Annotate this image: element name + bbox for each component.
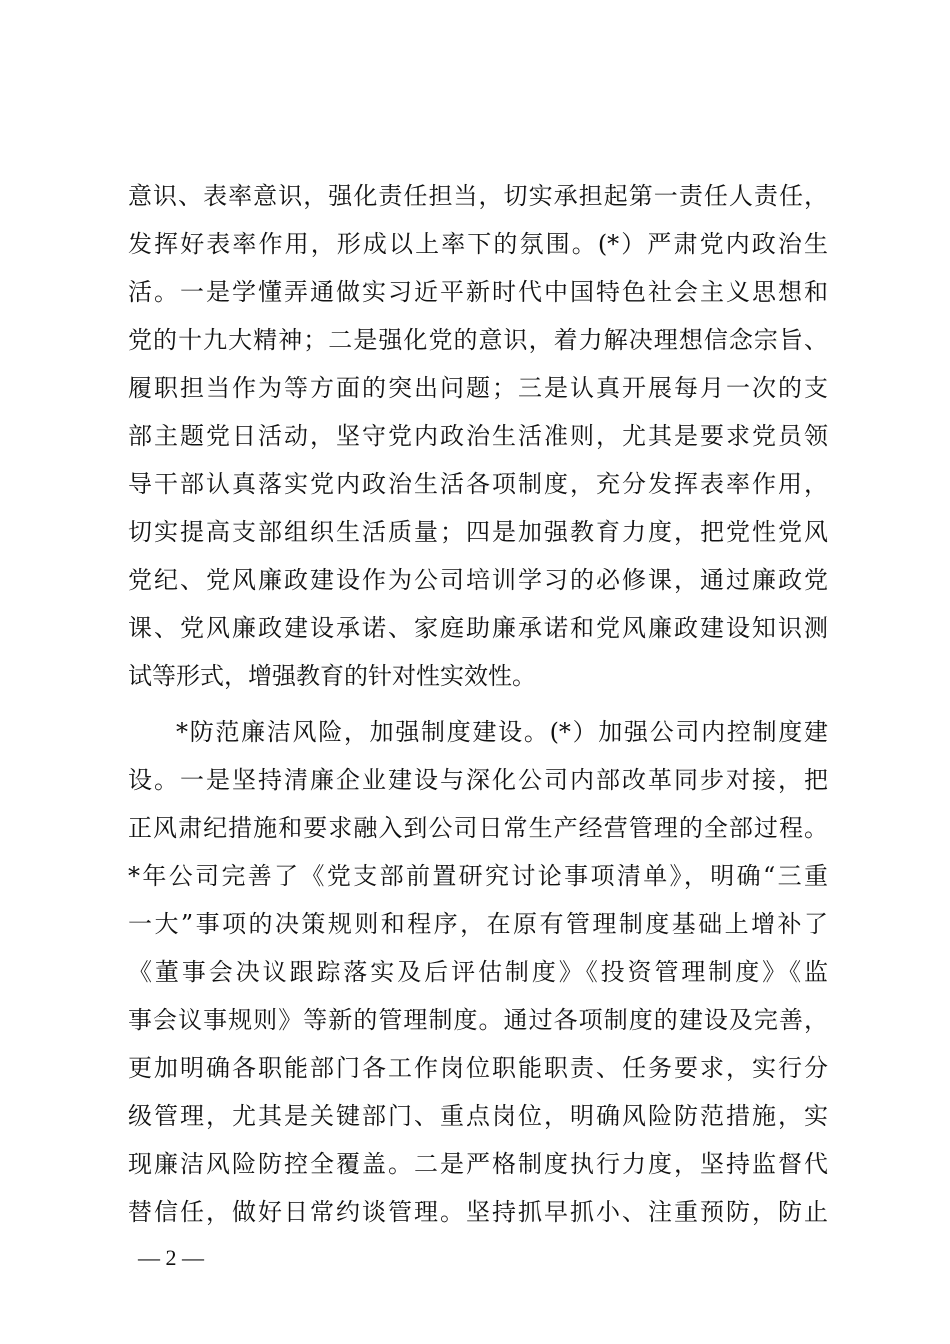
text-line-10: 课、党风廉政建设承诺、家庭助廉承诺和党风廉政建设知识测	[128, 614, 828, 642]
text-line-20: 级管理，尤其是关键部门、重点岗位，明确风险防范措施，实	[128, 1102, 828, 1130]
text-line-13: 设。一是坚持清廉企业建设与深化公司内部改革同步对接，把	[128, 766, 828, 794]
text-line-22: 替信任，做好日常约谈管理。坚持抓早抓小、注重预防，防止	[128, 1198, 828, 1226]
text-line-18: 事会议事规则》等新的管理制度。通过各项制度的建设及完善，	[128, 1006, 828, 1034]
text-line-12: *防范廉洁风险，加强制度建设。(*）加强公司内控制度建	[176, 718, 828, 746]
text-line-21: 现廉洁风险防控全覆盖。二是严格制度执行力度，坚持监督代	[128, 1150, 828, 1178]
text-line-17: 《董事会决议跟踪落实及后评估制度》《投资管理制度》《监	[128, 958, 828, 986]
text-line-11: 试等形式，增强教育的针对性实效性。	[128, 662, 536, 690]
text-line-5: 履职担当作为等方面的突出问题；三是认真开展每月一次的支	[128, 374, 828, 402]
text-line-16: 一大”事项的决策规则和程序，在原有管理制度基础上增补了	[128, 910, 828, 938]
text-line-14: 正风肃纪措施和要求融入到公司日常生产经营管理的全部过程。	[128, 814, 828, 842]
page-number: — 2 —	[138, 1245, 204, 1270]
text-line-9: 党纪、党风廉政建设作为公司培训学习的必修课，通过廉政党	[128, 566, 828, 594]
text-line-2: 发挥好表率作用，形成以上率下的氛围。(*）严肃党内政治生	[128, 230, 828, 258]
text-line-4: 党的十九大精神；二是强化党的意识，着力解决理想信念宗旨、	[128, 326, 828, 354]
text-line-15: *年公司完善了《党支部前置研究讨论事项清单》，明确“三重	[128, 862, 828, 890]
text-line-7: 导干部认真落实党内政治生活各项制度，充分发挥表率作用，	[128, 470, 828, 498]
text-line-6: 部主题党日活动，坚守党内政治生活准则，尤其是要求党员领	[128, 422, 828, 450]
text-line-1: 意识、表率意识，强化责任担当，切实承担起第一责任人责任，	[128, 182, 828, 210]
text-line-8: 切实提高支部组织生活质量；四是加强教育力度，把党性党风	[128, 518, 828, 546]
text-line-19: 更加明确各职能部门各工作岗位职能职责、任务要求，实行分	[128, 1054, 828, 1082]
text-line-3: 活。一是学懂弄通做实习近平新时代中国特色社会主义思想和	[128, 278, 828, 306]
